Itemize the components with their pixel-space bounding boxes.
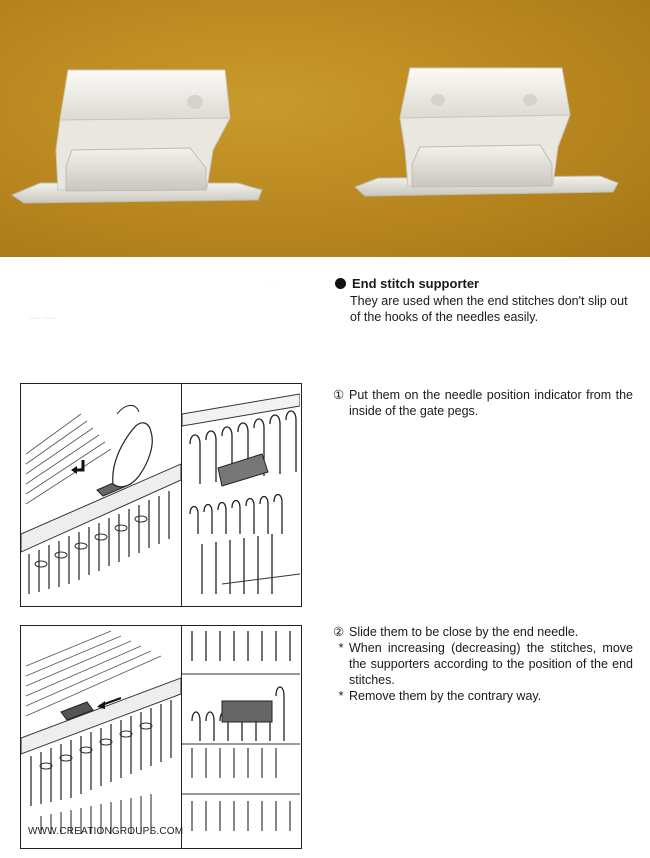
step-2-note-2: [333, 688, 633, 704]
supporter-on-pegs-closeup: [182, 384, 300, 606]
figure-step-2-left-panel: [21, 626, 184, 848]
bullet-icon: [335, 278, 346, 289]
section-intro: They are used when the end stitches don't slip out of the hooks of the needles easily.: [350, 294, 628, 324]
section-heading: [335, 276, 479, 291]
figure-step-1-right-panel: [181, 384, 301, 606]
step-2-text: Slide them to be close by the end needle.: [349, 625, 579, 639]
watermark: WWW.CREATIONGROUPS.COM: [28, 826, 184, 837]
step-1: [333, 387, 633, 419]
bleed-mark: · · ·: [262, 276, 280, 288]
product-photo: [0, 0, 650, 257]
step-2-note-2-text: Remove them by the contrary way.: [349, 689, 542, 703]
step-2: [333, 624, 633, 704]
step-1-number: ①: [333, 388, 345, 402]
figure-step-2-right-panel: [181, 626, 301, 848]
supporter-photo-illustration: [0, 0, 650, 257]
section-title-text: End stitch supporter: [352, 276, 480, 291]
note-marker: *: [338, 689, 344, 703]
supporter-near-end-needle-closeup: [182, 626, 300, 848]
supporter-left: [12, 70, 262, 203]
figure-step-1: [20, 383, 302, 607]
step-2-number: ②: [333, 625, 345, 639]
bleed-mark: — —: [30, 312, 56, 324]
step-2-note-1-text: When increasing (decreasing) the stitches, move the supporters according to the position of the end stitches.: [349, 641, 633, 687]
step-1-text: Put them on the needle position indicator from the inside of the gate pegs.: [349, 388, 633, 418]
figure-step-2: [20, 625, 302, 849]
note-marker: *: [338, 641, 344, 655]
step-2-note-1: [333, 640, 633, 688]
hand-placing-supporter-illustration: [21, 384, 181, 606]
sliding-supporter-illustration: [21, 626, 184, 848]
supporter-right: [355, 68, 618, 196]
figure-step-1-left-panel: [21, 384, 181, 606]
